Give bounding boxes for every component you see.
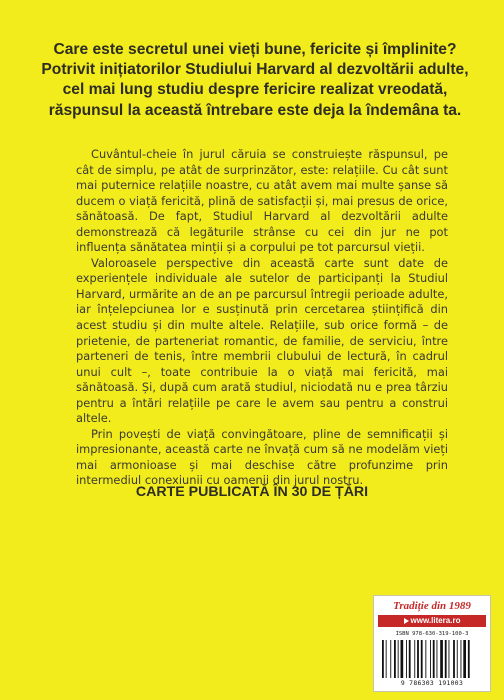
isbn-label: ISBN 978-630-319-100-3 [395,631,469,637]
barcode-icon [382,640,482,678]
publisher-tradition-label: Tradiție din 1989 [393,600,471,612]
publisher-barcode-badge [373,595,491,692]
body-text [76,147,448,489]
paragraph: Cuvântul-cheie în jurul căruia se construiește răspunsul, pe cât de simplu, pe atât de surprinzător, este: relațiile. Cu cât sunt mai puternice relațiile noastre, cu atât avem mai multe șanse să ducem o viață fericită, plină de satisfacții și, mai presus de orice, sănătoasă. De fapt, Studiul Harvard al dezvoltării adulte demonstrează că legăturile strânse cu cei din jur ne pot influența sănătatea minții și a corpului pe tot parcursul vieții. [76,147,448,255]
publication-headline: CARTE PUBLICATĂ ÎN 30 DE ȚĂRI [135,484,369,500]
publisher-site-label [378,615,486,627]
barcode-digits: 9 786303 191003 [400,679,464,687]
publisher-site-text: www.litera.ro [410,616,461,625]
paragraph: Prin povești de viață convingătoare, pline de semnificații și impresionante, această carte ne învață cum să ne modelăm vieți mai armonioase și mai deschise către profunzime prin intermediul conexiunii cu oamenii din jurul nostru. [76,426,448,488]
intro-blurb: Care este secretul unei vieți bune, fericite și împlinite? Potrivit inițiatorilor Studiului Harvard al dezvoltării adulte, cel mai lung studiu despre fericire realizat vreodată, răspunsul la această întrebare este deja la îndemâna ta. [41,41,469,119]
paragraph: Valoroasele perspective din această carte sunt date de experiențele individuale ale sutelor de participanți la Studiul Harvard, urmărite an de an pe parcursul întregii perioade adulte, iar înțelepciunea lor e susținută prin cercetarea științifică din acest studiu și din multe altele. Relațiile, sub orice formă – de prietenie, de parteneriat romantic, de familie, de serviciu, între parteneri de tenis, între membrii clubului de lectură, în cadrul unui cult –, toate contribuie la o viață mai fericită, mai sănătoasă. Și, după cum arată studiul, niciodată nu e prea târziu pentru a întări relațiile pe care le avem sau pentru a construi altele. [76,255,448,426]
arrow-icon [404,618,409,624]
